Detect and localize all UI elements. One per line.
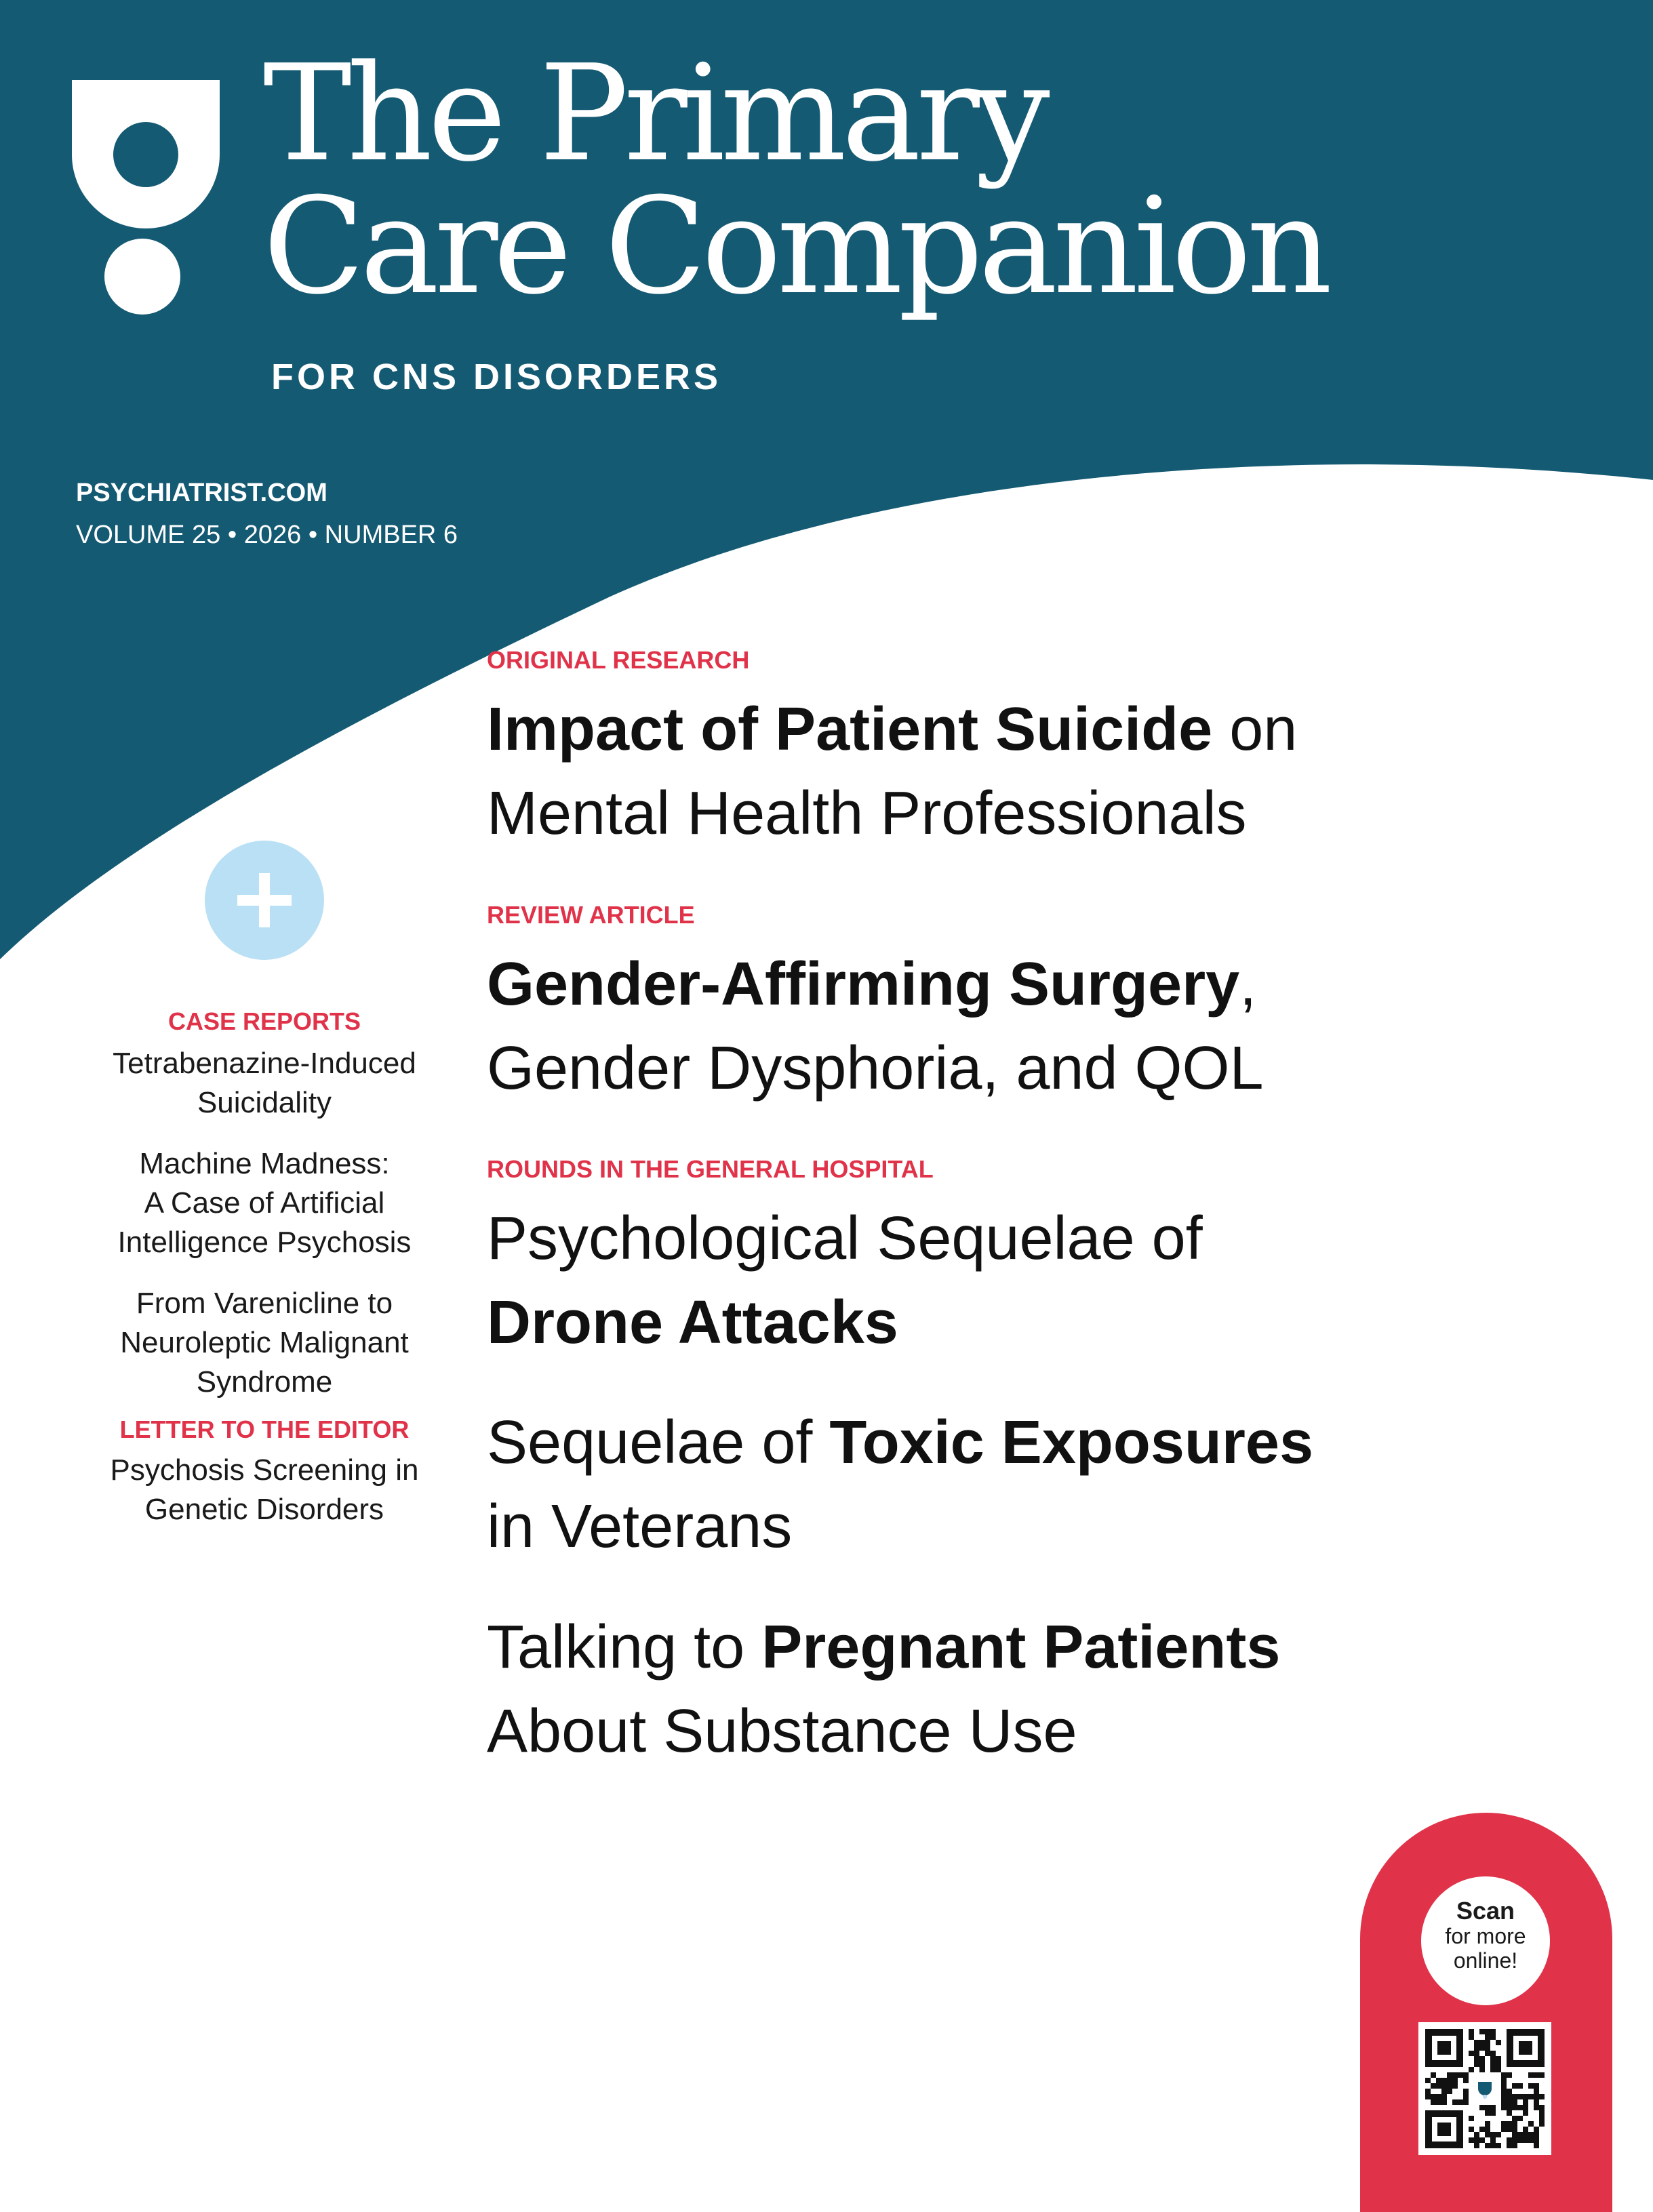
qr-module [1485,2029,1490,2034]
qr-module [1479,2067,1485,2072]
headline-line-1 [487,687,1297,771]
qr-module [1436,2094,1441,2099]
qr-module [1501,2083,1507,2089]
qr-module [1496,2040,1501,2045]
qr-module [1474,2040,1479,2045]
qr-module [1517,2094,1523,2099]
qr-module [1479,2045,1485,2051]
qr-module [1485,2034,1490,2040]
qr-module [1490,2051,1496,2056]
qr-module [1539,2116,1545,2121]
qr-module [1501,2094,1507,2099]
headline-rest-text: on [1212,696,1298,763]
feature-headline [487,687,1297,856]
qr-module [1479,2127,1485,2132]
qr-module [1425,2089,1431,2094]
qr-module [1539,2121,1545,2127]
headline-bold-text: Toxic Exposures [829,1409,1314,1476]
headline-line-2: Drone Attacks [487,1289,898,1356]
qr-module [1485,2051,1490,2056]
feature-headline [487,1197,1203,1365]
qr-module [1523,2137,1528,2143]
qr-module [1507,2127,1512,2132]
feature-headline [487,1605,1280,1773]
headline-pre-text: Talking to [487,1613,762,1681]
qr-module [1474,2051,1479,2056]
qr-module [1512,2099,1517,2105]
qr-module [1425,2078,1431,2083]
section-label-original-research: ORIGINAL RESEARCH [487,646,750,674]
feature-article-1 [487,645,1297,856]
qr-module [1431,2083,1436,2089]
qr-module [1507,2099,1512,2105]
qr-module [1485,2040,1490,2045]
qr-module [1463,2072,1469,2078]
qr-module [1479,2062,1485,2067]
qr-module [1458,2072,1463,2078]
qr-module [1523,2099,1528,2105]
section-label-rounds-general-hospital: ROUNDS IN THE GENERAL HOSPITAL [487,1155,934,1183]
qr-module [1469,2067,1474,2072]
qr-code-icon[interactable] [1418,2022,1551,2155]
qr-module [1523,2105,1528,2110]
qr-module [1507,2105,1512,2110]
issue-volume-number: VOLUME 25 • 2026 • NUMBER 6 [76,521,458,549]
journal-shield-logo-icon [72,80,221,317]
feature-article-2 [487,900,1264,1110]
qr-module [1534,2099,1539,2105]
journal-title-line-2: Care Companion [263,169,1328,324]
headline-bold-text: Pregnant Patients [761,1613,1281,1681]
qr-finder-core [1437,2041,1451,2055]
headline-bold-text: Impact of Patient Suicide [487,696,1213,763]
qr-module [1485,2132,1490,2137]
qr-module [1512,2121,1517,2127]
qr-code-container[interactable] [1418,2022,1551,2155]
qr-module [1436,2083,1441,2089]
qr-finder-core [1519,2041,1532,2055]
qr-module [1458,2099,1463,2105]
qr-module [1534,2137,1539,2143]
qr-module [1523,2094,1528,2099]
headline-line-2: in Veterans [487,1493,793,1561]
qr-module [1485,2143,1490,2148]
qr-module [1523,2127,1528,2132]
qr-module [1512,2137,1517,2143]
qr-module [1474,2132,1479,2137]
qr-module [1517,2083,1523,2089]
qr-module [1512,2132,1517,2137]
qr-module [1463,2094,1469,2099]
qr-module [1490,2105,1496,2110]
section-label-case-reports: CASE REPORTS [167,1007,361,1035]
case-report-line: From Varenicline to [136,1287,393,1320]
qr-module [1447,2083,1452,2089]
qr-module [1517,2105,1523,2110]
qr-module [1463,2099,1469,2105]
case-report-line: Machine Madness: [139,1147,390,1180]
qr-module [1528,2094,1534,2099]
feature-headline [487,1401,1313,1569]
qr-module [1528,2121,1534,2127]
qr-module [1485,2121,1490,2127]
qr-module [1496,2056,1501,2062]
headline-line-2: Mental Health Professionals [487,780,1247,847]
case-reports-section [81,1005,447,1529]
headline-line-1: Psychological Sequelae of [487,1205,1203,1272]
qr-module [1496,2062,1501,2067]
qr-module [1507,2110,1512,2116]
qr-module [1501,2127,1507,2132]
qr-module [1507,2072,1512,2078]
qr-module [1474,2045,1479,2051]
qr-module [1469,2029,1474,2034]
qr-module [1485,2127,1490,2132]
scan-subtext-line-2: online! [1453,1948,1518,1973]
letter-line: Genetic Disorders [144,1493,384,1526]
qr-center-logo-icon [1478,2082,1492,2095]
case-report-line: Intelligence Psychosis [117,1226,412,1259]
qr-module [1479,2040,1485,2045]
qr-module [1539,2105,1545,2110]
qr-module [1507,2094,1512,2099]
qr-module [1431,2094,1436,2099]
qr-module [1512,2127,1517,2132]
headline-bold-text: Gender-Affirming Surgery [487,950,1240,1018]
qr-module [1534,2089,1539,2094]
qr-module [1490,2143,1496,2148]
qr-module [1485,2110,1490,2116]
case-report-line: A Case of Artificial [144,1186,385,1220]
qr-module [1496,2143,1501,2148]
qr-module [1452,2072,1458,2078]
qr-module [1507,2089,1512,2094]
qr-module [1441,2094,1447,2099]
letter-item [81,1451,447,1529]
feature-article-3 [487,1154,1203,1365]
qr-module [1534,2094,1539,2099]
scan-heading: Scan [1456,1897,1515,1925]
qr-module [1496,2132,1501,2137]
headline-line-1 [487,942,1264,1026]
qr-module [1534,2105,1539,2110]
qr-module [1463,2089,1469,2094]
qr-module [1507,2121,1512,2127]
qr-module [1512,2094,1517,2099]
qr-module [1534,2143,1539,2148]
qr-module [1512,2083,1517,2089]
qr-finder-core [1437,2123,1451,2136]
qr-module [1479,2105,1485,2110]
headline-line-2: About Substance Use [487,1697,1077,1765]
qr-module [1534,2132,1539,2137]
qr-module [1517,2137,1523,2143]
qr-module [1447,2072,1452,2078]
qr-module [1490,2062,1496,2067]
plus-icon [205,841,324,960]
qr-module [1501,2099,1507,2105]
headline-line-2: Gender Dysphoria, and QOL [487,1034,1264,1102]
qr-module [1452,2078,1458,2083]
qr-module [1501,2121,1507,2127]
qr-module [1469,2051,1474,2056]
qr-module [1507,2143,1512,2148]
qr-module [1490,2067,1496,2072]
qr-module [1512,2116,1517,2121]
qr-module [1463,2078,1469,2083]
qr-module [1425,2094,1431,2099]
qr-module [1490,2110,1496,2116]
feature-headline [487,942,1264,1110]
qr-module [1517,2132,1523,2137]
feature-article-4 [487,1401,1313,1569]
qr-module [1512,2143,1517,2148]
qr-module [1479,2056,1485,2062]
journal-title-line-1: The Primary [263,37,1045,191]
qr-module [1501,2105,1507,2110]
section-label-review-article: REVIEW ARTICLE [487,901,695,929]
qr-module [1485,2105,1490,2110]
qr-module [1490,2137,1496,2143]
case-report-item [81,1144,447,1262]
feature-article-5 [487,1605,1280,1773]
qr-module [1507,2137,1512,2143]
letter-line: Psychosis Screening in [110,1453,419,1487]
qr-module [1490,2029,1496,2034]
case-report-item [81,1044,447,1123]
case-report-line: Tetrabenazine-Induced [113,1047,416,1080]
qr-module [1528,2083,1534,2089]
case-report-line: Neuroleptic Malignant [120,1326,409,1359]
qr-module [1496,2067,1501,2072]
qr-module [1534,2083,1539,2089]
qr-module [1501,2072,1507,2078]
headline-line-1 [487,1605,1280,1689]
qr-module [1539,2110,1545,2116]
qr-module [1479,2029,1485,2034]
qr-module [1474,2137,1479,2143]
case-report-line: Syndrome [196,1365,333,1399]
qr-module [1539,2094,1545,2099]
qr-module [1479,2137,1485,2143]
qr-module [1490,2034,1496,2040]
qr-module [1469,2116,1474,2121]
qr-module [1539,2072,1545,2078]
section-label-letter-to-editor: LETTER TO THE EDITOR [119,1415,410,1443]
qr-module [1517,2116,1523,2121]
qr-module [1441,2083,1447,2089]
qr-module [1474,2056,1479,2062]
qr-module [1436,2078,1441,2083]
qr-module [1441,2089,1447,2094]
qr-module [1534,2127,1539,2132]
journal-title [263,37,1328,324]
qr-module [1490,2056,1496,2062]
qr-module [1469,2127,1474,2132]
qr-module [1469,2034,1474,2040]
case-report-line: Suicidality [197,1086,332,1119]
qr-module [1436,2099,1441,2105]
qr-module [1528,2137,1534,2143]
qr-module [1441,2099,1447,2105]
scan-prompt [1421,1876,1550,2005]
headline-rest-text: , [1239,950,1257,1018]
case-report-item [81,1284,447,1402]
qr-module [1431,2099,1436,2105]
qr-module [1490,2132,1496,2137]
qr-module [1523,2132,1528,2137]
qr-module [1469,2137,1474,2143]
qr-module [1512,2105,1517,2110]
qr-module [1474,2143,1479,2148]
qr-module [1501,2078,1507,2083]
qr-module [1501,2089,1507,2094]
scan-subtext-line-1: for more [1445,1924,1526,1948]
qr-module [1447,2089,1452,2094]
qr-module [1447,2078,1452,2083]
qr-module [1441,2078,1447,2083]
qr-module [1452,2083,1458,2089]
qr-module [1528,2132,1534,2137]
qr-module [1474,2062,1479,2067]
headline-pre-text: Sequelae of [487,1409,830,1476]
headline-line-1 [487,1401,1313,1485]
website-url: PSYCHIATRIST.COM [76,479,327,507]
qr-module [1528,2072,1534,2078]
qr-module [1431,2072,1436,2078]
qr-module [1534,2072,1539,2078]
qr-module [1485,2045,1490,2051]
journal-subtitle: FOR CNS DISORDERS [271,357,722,397]
qr-module [1523,2110,1528,2116]
qr-module [1452,2099,1458,2105]
